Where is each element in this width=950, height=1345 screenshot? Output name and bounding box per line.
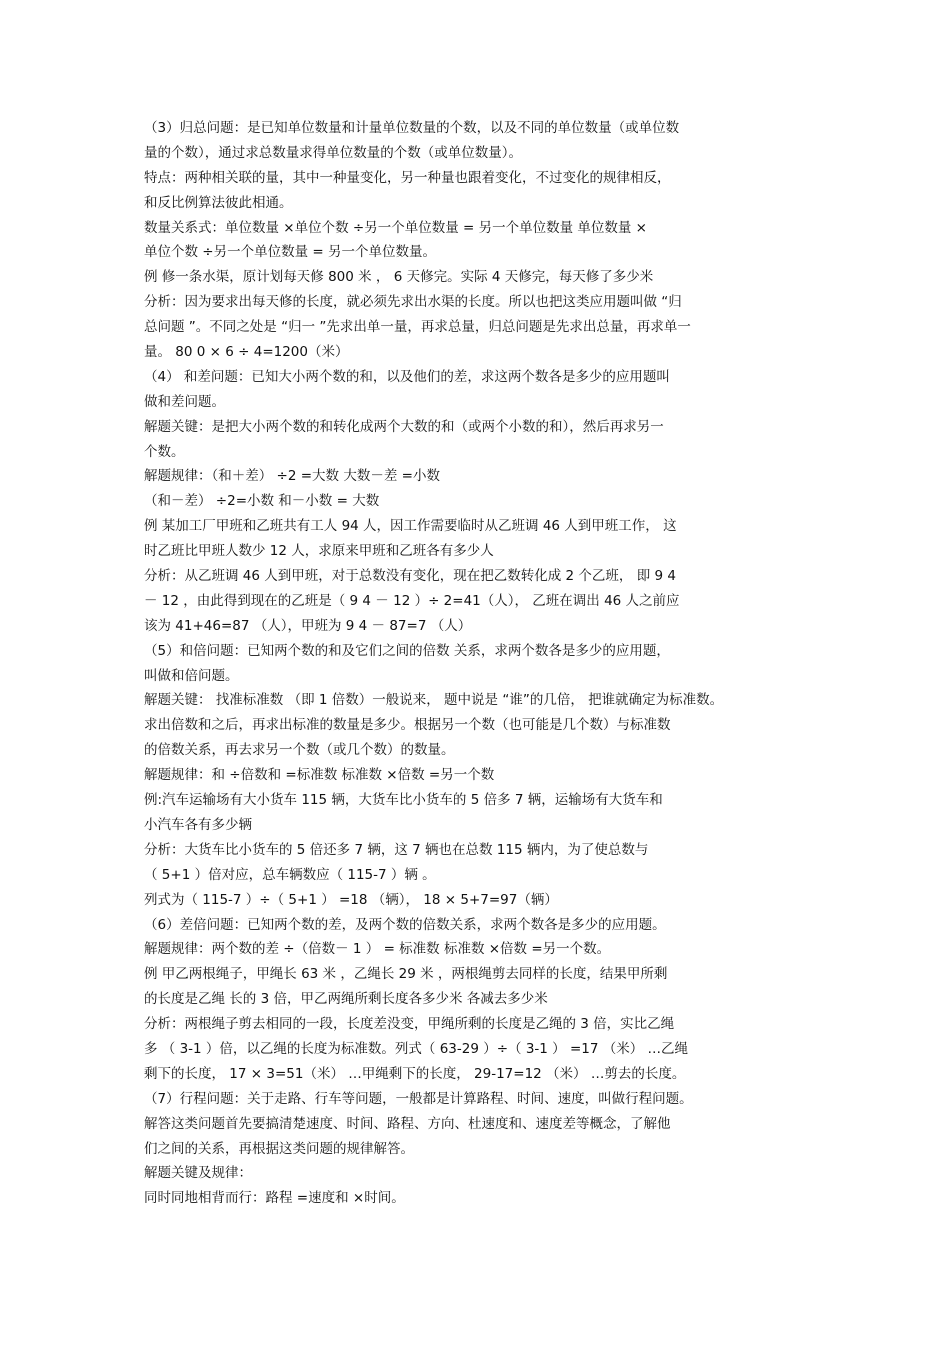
text-line: 们之间的关系，再根据这类问题的规律解答。 — [144, 1140, 414, 1157]
text-line: 分析：大货车比小货车的 5 倍还多 7 辆，这 7 辆也在总数 115 辆内，为了使总数与 — [144, 841, 649, 858]
text-line: 解题规律：和 ÷倍数和 =标准数 标准数 ×倍数 =另一个数 — [144, 767, 495, 784]
text-line: 的长度是乙绳 长的 3 倍，甲乙两绳所剩长度各多少米 各减去多少米 — [144, 991, 548, 1008]
text-line: 求出倍数和之后，再求出标准的数量是多少。根据另一个数（也可能是几个数）与标准数 — [144, 717, 671, 734]
text-line: （3）归总问题：是已知单位数量和计量单位数量的个数，以及不同的单位数量（或单位数 — [144, 120, 680, 136]
text-line: 例:汽车运输场有大小货车 115 辆，大货车比小货车的 5 倍多 7 辆，运输场有大货车和 — [144, 792, 663, 809]
text-line: 小汽车各有多少辆 — [144, 816, 252, 833]
text-line: － 12 ，由此得到现在的乙班是（ 9 4 － 12 ）÷ 2=41（人）， 乙班在调出 46 人之前应 — [144, 592, 680, 609]
text-line: 解题关键：是把大小两个数的和转化成两个大数的和（或两个小数的和），然后再求另一 — [144, 418, 664, 435]
text-line: 例 甲乙两根绳子，甲绳长 63 米 ，乙绳长 29 米 ，两根绳剪去同样的长度，结果甲所剩 — [144, 966, 668, 983]
text-line: 例 某加工厂甲班和乙班共有工人 94 人，因工作需要临时从乙班调 46 人到甲班工作， 这 — [144, 518, 677, 535]
text-line: 分析：因为要求出每天修的长度，就必须先求出水渠的长度。所以也把这类应用题叫做 “归 — [144, 294, 682, 311]
text-line: 例 修一条水渠，原计划每天修 800 米 ， 6 天修完。实际 4 天修完，每天修了多少米 — [144, 269, 654, 286]
text-line: 解题关键： 找准标准数 （即 1 倍数）一般说来， 题中说是 “谁”的几倍， 把谁就确定为标准数。 — [144, 692, 724, 709]
text-line: 解题规律：两个数的差 ÷（倍数－ 1 ） = 标准数 标准数 ×倍数 =另一个数。 — [144, 941, 611, 958]
text-line: 时乙班比甲班人数少 12 人，求原来甲班和乙班各有多少人 — [144, 543, 494, 560]
text-line: 列式为（ 115-7 ）÷（ 5+1 ） =18 （辆）， 18 × 5+7=97（辆） — [144, 891, 558, 908]
text-line: 总问题 ”。不同之处是 “归一 ”先求出单一量，再求总量，归总问题是先求出总量，再求单一 — [144, 319, 691, 336]
text-line: 量。 80 0 × 6 ÷ 4=1200（米） — [144, 344, 349, 361]
text-line: （5）和倍问题：已知两个数的和及它们之间的倍数 关系，求两个数各是多少的应用题， — [144, 642, 670, 659]
text-line: （4） 和差问题：已知大小两个数的和，以及他们的差，求这两个数各是多少的应用题叫 — [144, 368, 670, 385]
text-line: 该为 41+46=87 （人），甲班为 9 4 － 87=7 （人） — [144, 617, 472, 634]
text-line: 单位个数 ÷另一个单位数量 = 另一个单位数量。 — [144, 244, 436, 261]
text-line: 叫做和倍问题。 — [144, 667, 239, 684]
text-line: 多 （ 3-1 ）倍，以乙绳的长度为标准数。列式（ 63-29 ）÷（ 3-1 ） =17 （米） …乙绳 — [144, 1040, 689, 1057]
text-line: 特点：两种相关联的量，其中一种量变化，另一种量也跟着变化，不过变化的规律相反， — [144, 169, 671, 186]
text-line: 量的个数），通过求总数量求得单位数量的个数（或单位数量）。 — [144, 144, 522, 161]
text-line: 分析：从乙班调 46 人到甲班，对于总数没有变化，现在把乙数转化成 2 个乙班， 即 9 4 — [144, 568, 676, 585]
text-line: 个数。 — [144, 443, 185, 460]
text-line: 解题关键及规律： — [144, 1165, 252, 1182]
text-line: 同时同地相背而行：路程 =速度和 ×时间。 — [144, 1190, 405, 1207]
text-line: 做和差问题。 — [144, 393, 225, 410]
text-line: （ 5+1 ）倍对应，总车辆数应（ 115-7 ）辆 。 — [144, 866, 436, 883]
text-line: （6）差倍问题：已知两个数的差，及两个数的倍数关系，求两个数各是多少的应用题。 — [144, 916, 666, 933]
text-line: 解题规律：（和＋差） ÷2 =大数 大数－差 =小数 — [144, 468, 440, 485]
text-line: 剩下的长度， 17 × 3=51（米） …甲绳剩下的长度， 29-17=12 （米） …剪去的长度。 — [144, 1065, 686, 1082]
text-line: 和反比例算法彼此相通。 — [144, 194, 293, 211]
text-line: （和－差） ÷2=小数 和－小数 = 大数 — [144, 493, 380, 510]
document-body — [144, 116, 814, 1211]
text-line: 分析：两根绳子剪去相同的一段，长度差没变，甲绳所剩的长度是乙绳的 3 倍，实比乙绳 — [144, 1016, 675, 1033]
text-line: 的倍数关系，再去求另一个数（或几个数）的数量。 — [144, 742, 455, 759]
text-line: 解答这类问题首先要搞清楚速度、时间、路程、方向、杜速度和、速度差等概念，了解他 — [144, 1115, 671, 1132]
text-line: （7）行程问题：关于走路、行车等问题，一般都是计算路程、时间、速度，叫做行程问题。 — [144, 1090, 693, 1107]
text-line: 数量关系式：单位数量 ×单位个数 ÷另一个单位数量 = 另一个单位数量 单位数量 × — [144, 219, 647, 236]
